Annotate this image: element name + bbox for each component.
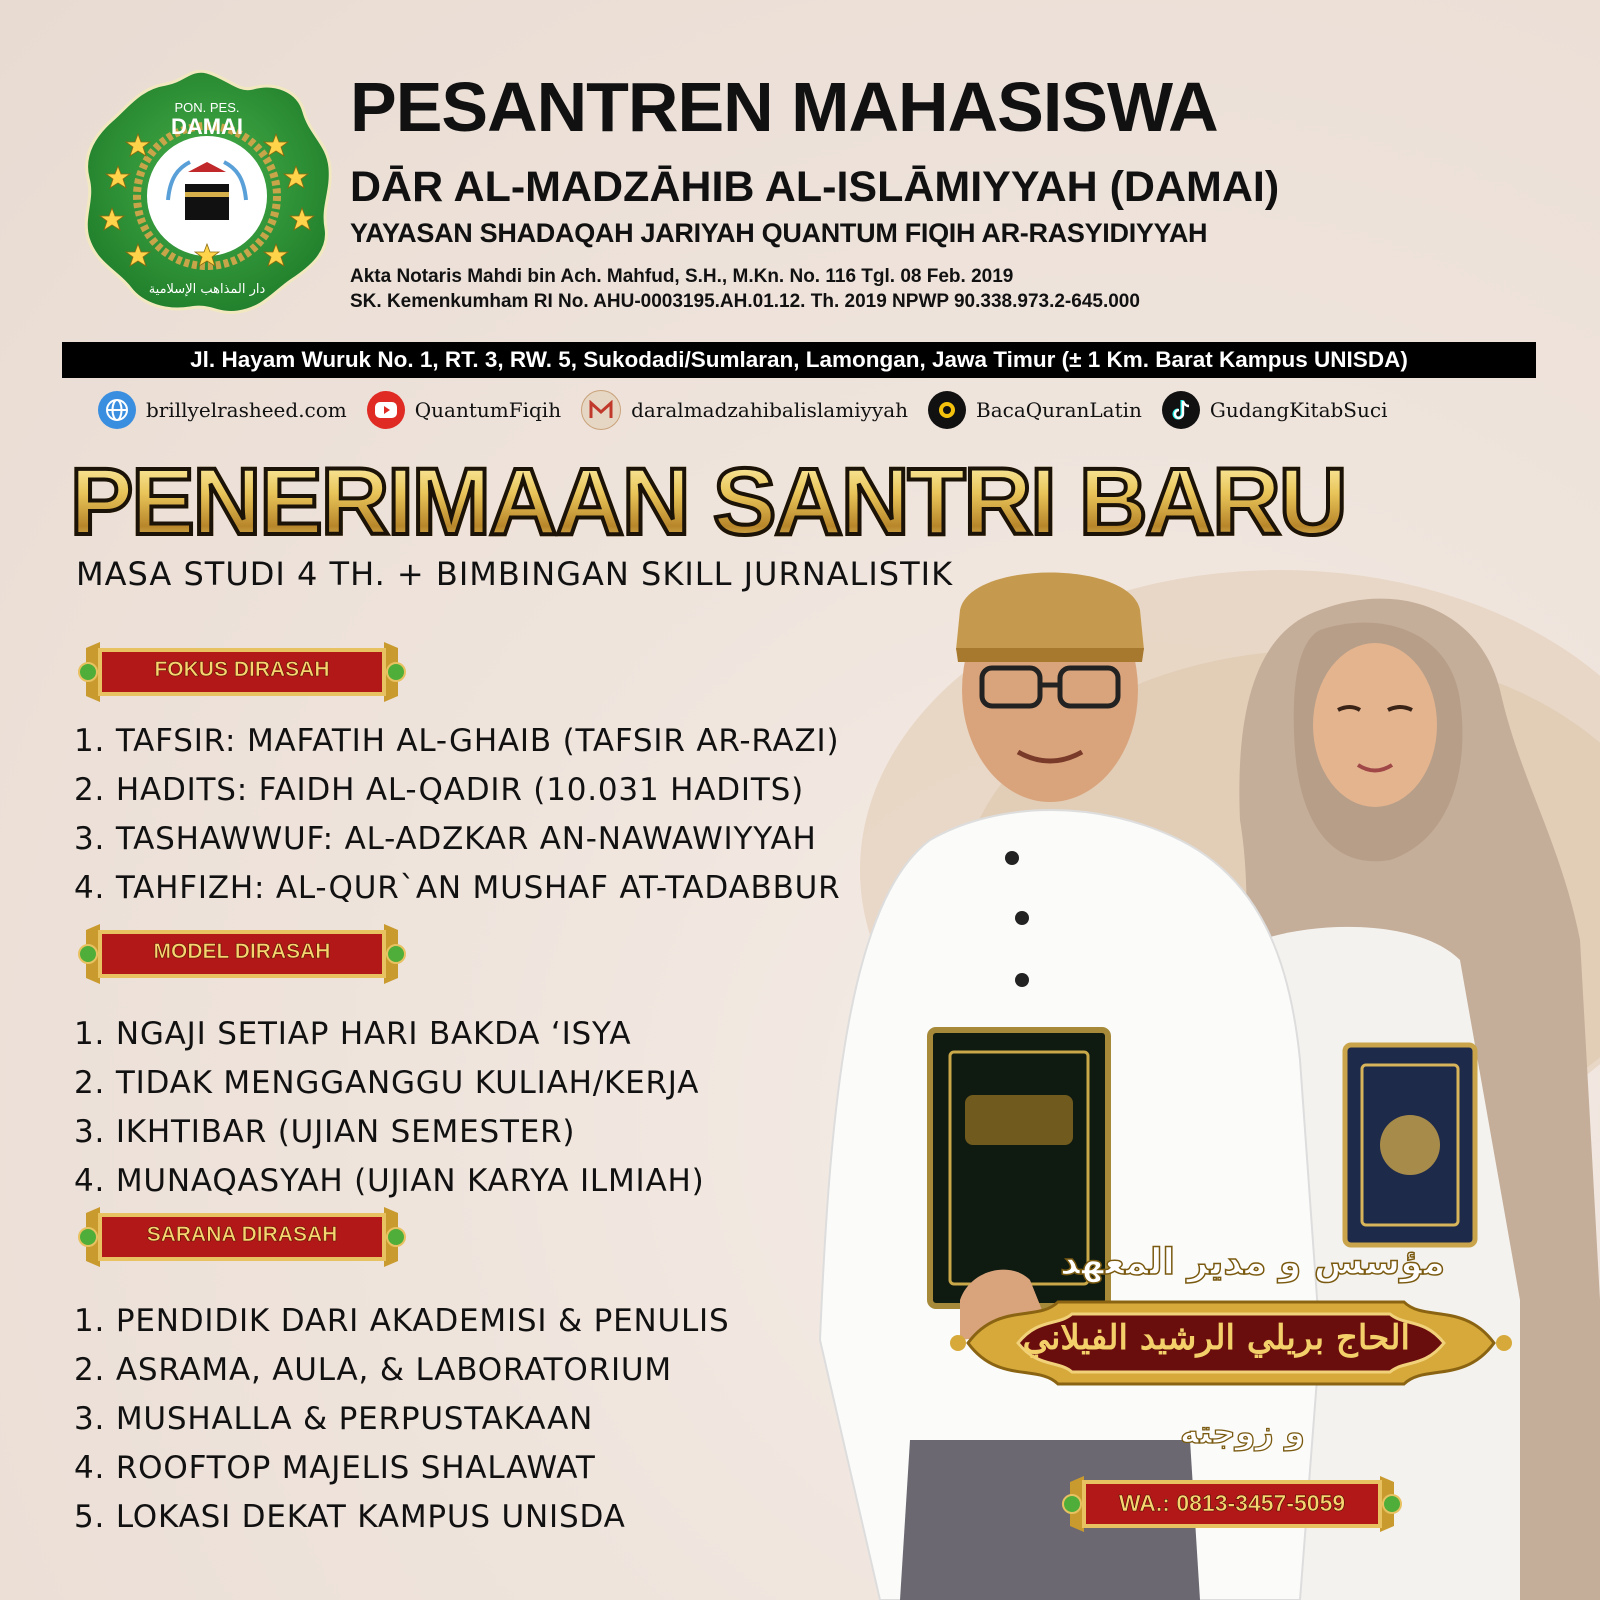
social-mail[interactable] — [581, 390, 908, 430]
social-youtube[interactable] — [367, 391, 561, 429]
legal-line-1: Akta Notaris Mahdi bin Ach. Mahfud, S.H., M.Kn. No. 116 Tgl. 08 Feb. 2019 — [350, 266, 1014, 287]
foundation-name: YAYASAN SHADAQAH JARIYAH QUANTUM FIQIH AR-RASYIDIYYAH — [350, 218, 1208, 248]
section-title-fokus: FOKUS DIRASAH — [154, 658, 330, 681]
list-item: 2. HADITS: FAIDH AL-QADIR (10.031 HADITS) — [74, 772, 804, 808]
headline: PENERIMAAN SANTRI BARU — [70, 449, 1346, 555]
damai-logo — [78, 68, 336, 318]
list-item: 2. ASRAMA, AULA, & LABORATORIUM — [74, 1352, 672, 1388]
list-item: 3. IKHTIBAR (UJIAN SEMESTER) — [74, 1114, 576, 1150]
address-bar: Jl. Hayam Wuruk No. 1, RT. 3, RW. 5, Sukodadi/Sumlaran, Lamongan, Jawa Timur (± 1 Km. Barat Kampus UNISDA) — [62, 342, 1536, 378]
social-website-label: brillyelrasheed.com — [146, 398, 347, 422]
globe-icon — [98, 391, 136, 429]
list-item: 1. TAFSIR: MAFATIH AL-GHAIB (TAFSIR AR-RAZI) — [74, 723, 840, 759]
spouse-arabic: و زوجته — [1180, 1413, 1305, 1451]
section-banner-model — [76, 924, 408, 984]
mail-icon — [581, 390, 621, 430]
section-title-sarana: SARANA DIRASAH — [146, 1223, 338, 1246]
social-tiktok-label: GudangKitabSuci — [1209, 398, 1388, 422]
section-title-model: MODEL DIRASAH — [153, 940, 331, 963]
social-quran-app[interactable] — [928, 391, 1142, 429]
section-banner-sarana — [76, 1207, 408, 1267]
social-youtube-label: QuantumFiqih — [414, 398, 562, 422]
legal-info — [350, 265, 1140, 314]
list-item: 1. PENDIDIK DARI AKADEMISI & PENULIS — [74, 1303, 730, 1339]
section-banner-fokus — [76, 642, 408, 702]
list-item: 4. ROOFTOP MAJELIS SHALAWAT — [74, 1450, 596, 1486]
youtube-icon — [367, 391, 405, 429]
quran-app-icon — [928, 391, 966, 429]
social-links — [98, 390, 1393, 430]
header-title: PESANTREN MAHASISWA — [350, 68, 1218, 146]
list-item: 3. TASHAWWUF: AL-ADZKAR AN-NAWAWIYYAH — [74, 821, 817, 857]
list-item: 3. MUSHALLA & PERPUSTAKAAN — [74, 1401, 594, 1437]
founder-role-arabic: مؤسس و مدير المعهد — [1060, 1242, 1445, 1283]
tagline: MASA STUDI 4 TH. + BIMBINGAN SKILL JURNALISTIK — [76, 555, 954, 593]
social-mail-label: daralmadzahibalislamiyyah — [631, 398, 908, 422]
fokus-list — [74, 717, 841, 913]
model-list — [74, 1010, 704, 1206]
founder-name-arabic: الحاج بريلي الرشيد الفيلاني — [1022, 1318, 1410, 1358]
social-tiktok[interactable] — [1162, 391, 1388, 429]
sarana-list — [74, 1297, 729, 1542]
svg-text:دار المذاهب الإسلامية: دار المذاهب الإسلامية — [148, 282, 266, 297]
svg-text:DAMAI: DAMAI — [170, 114, 244, 139]
header-subtitle: DĀR AL-MADZĀHIB AL-ISLĀMIYYAH (DAMAI) — [350, 163, 1280, 211]
list-item: 5. LOKASI DEKAT KAMPUS UNISDA — [74, 1499, 626, 1535]
svg-text:PON. PES.: PON. PES. — [174, 100, 240, 115]
list-item: 4. MUNAQASYAH (UJIAN KARYA ILMIAH) — [74, 1163, 705, 1199]
social-quran-app-label: BacaQuranLatin — [976, 398, 1142, 422]
list-item: 2. TIDAK MENGGANGGU KULIAH/KERJA — [74, 1065, 700, 1101]
legal-line-2: SK. Kemenkumham RI No. AHU-0003195.AH.01.12. Th. 2019 NPWP 90.338.973.2-645.000 — [350, 290, 1140, 312]
whatsapp-contact[interactable]: WA.: 0813-3457-5059 — [1118, 1490, 1346, 1516]
list-item: 1. NGAJI SETIAP HARI BAKDA ‘ISYA — [74, 1016, 632, 1052]
tiktok-icon — [1162, 391, 1200, 429]
social-website[interactable] — [98, 391, 347, 429]
list-item: 4. TAHFIZH: AL-QUR`AN MUSHAF AT-TADABBUR — [74, 870, 841, 906]
